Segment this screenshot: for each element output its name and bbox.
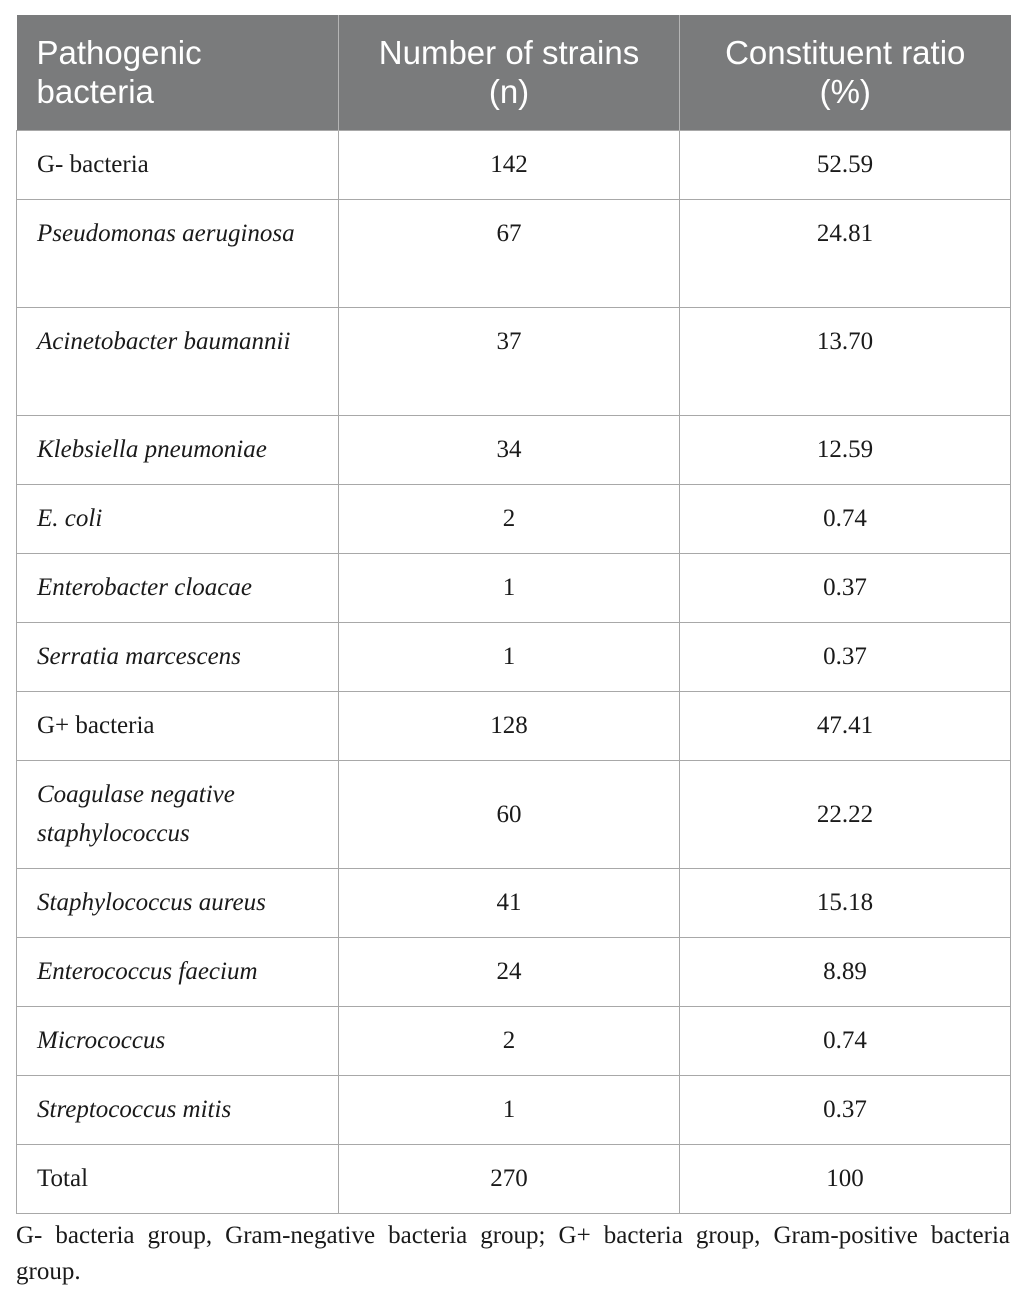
row-ratio: 8.89 [680, 937, 1011, 1006]
header-constituent-ratio: Constituent ratio (%) [680, 15, 1011, 130]
row-name: Micrococcus [17, 1006, 339, 1075]
row-ratio: 47.41 [680, 691, 1011, 760]
table-row [17, 937, 1011, 1006]
row-name: Enterobacter cloacae [17, 553, 339, 622]
header-number-of-strains: Number of strains (n) [339, 15, 680, 130]
row-count: 2 [339, 1006, 680, 1075]
row-count: 1 [339, 622, 680, 691]
row-name: G+ bacteria [17, 691, 339, 760]
row-ratio: 0.74 [680, 1006, 1011, 1075]
table-row [17, 199, 1011, 307]
row-count: 24 [339, 937, 680, 1006]
row-count: 142 [339, 130, 680, 199]
row-name: Klebsiella pneumoniae [17, 415, 339, 484]
row-ratio: 0.74 [680, 484, 1011, 553]
table-row-total [17, 1144, 1011, 1213]
table-footnote: G- bacteria group, Gram-negative bacteria group; G+ bacteria group, Gram-positive bacteria group. [16, 1222, 1010, 1285]
row-count: 34 [339, 415, 680, 484]
row-ratio: 100 [680, 1144, 1011, 1213]
row-ratio: 52.59 [680, 130, 1011, 199]
row-name: Enterococcus faecium [17, 937, 339, 1006]
table-row [17, 1006, 1011, 1075]
row-name: Acinetobacter baumannii [17, 307, 339, 415]
table-row [17, 691, 1011, 760]
pathogen-table-container [16, 15, 1010, 1214]
row-ratio: 24.81 [680, 199, 1011, 307]
header-row [17, 15, 1011, 130]
table-row [17, 484, 1011, 553]
row-ratio: 0.37 [680, 1075, 1011, 1144]
table-row [17, 622, 1011, 691]
row-ratio: 0.37 [680, 553, 1011, 622]
row-count: 2 [339, 484, 680, 553]
row-count: 270 [339, 1144, 680, 1213]
row-count: 1 [339, 553, 680, 622]
row-name: Pseudomonas aeruginosa [17, 199, 339, 307]
table-body [17, 130, 1011, 1213]
row-count: 41 [339, 868, 680, 937]
header-pathogenic-bacteria: Pathogenic bacteria [17, 15, 339, 130]
row-ratio: 13.70 [680, 307, 1011, 415]
row-ratio: 0.37 [680, 622, 1011, 691]
row-ratio: 22.22 [680, 760, 1011, 868]
row-name: Coagulase negative staphylococcus [17, 760, 339, 868]
table-row [17, 553, 1011, 622]
row-name: Streptococcus mitis [17, 1075, 339, 1144]
table-row [17, 130, 1011, 199]
row-count: 128 [339, 691, 680, 760]
row-ratio: 15.18 [680, 868, 1011, 937]
table-header [17, 15, 1011, 130]
table-row [17, 415, 1011, 484]
row-name: Total [17, 1144, 339, 1213]
row-name: E. coli [17, 484, 339, 553]
table-row [17, 760, 1011, 868]
row-name: Staphylococcus aureus [17, 868, 339, 937]
row-count: 1 [339, 1075, 680, 1144]
row-name: G- bacteria [17, 130, 339, 199]
table-row [17, 1075, 1011, 1144]
row-count: 37 [339, 307, 680, 415]
row-ratio: 12.59 [680, 415, 1011, 484]
row-name: Serratia marcescens [17, 622, 339, 691]
table-row [17, 868, 1011, 937]
table-row [17, 307, 1011, 415]
pathogen-distribution-table [16, 15, 1011, 1214]
row-count: 67 [339, 199, 680, 307]
row-count: 60 [339, 760, 680, 868]
